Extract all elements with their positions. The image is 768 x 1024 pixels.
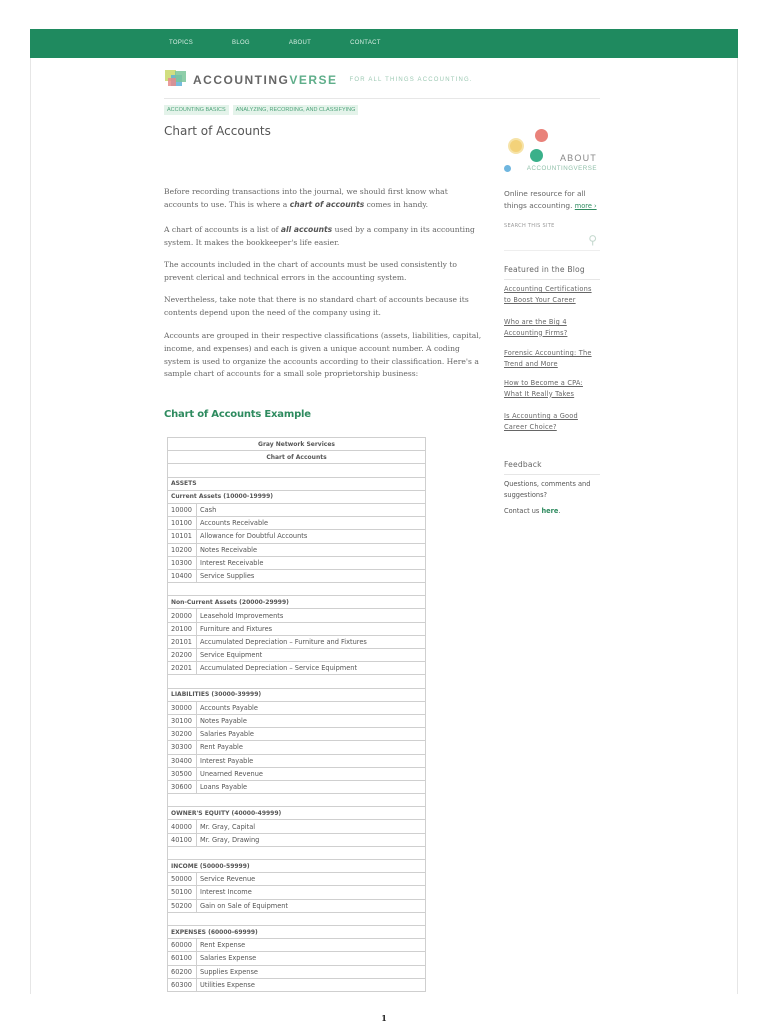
account-code: 20200 xyxy=(168,649,197,662)
account-code: 40000 xyxy=(168,820,197,833)
account-name: Leasehold Improvements xyxy=(197,609,426,622)
about-dot-green xyxy=(530,149,543,162)
table-blank-row xyxy=(168,675,426,688)
table-row xyxy=(168,939,426,952)
account-code: 30100 xyxy=(168,714,197,727)
table-group-row xyxy=(168,490,426,503)
about-widget[interactable] xyxy=(504,128,600,180)
table-row xyxy=(168,622,426,635)
site-logo[interactable] xyxy=(165,70,473,90)
account-name: Rent Expense xyxy=(197,939,426,952)
account-code: 60200 xyxy=(168,965,197,978)
top-nav xyxy=(169,40,420,46)
contact-here-link[interactable]: here xyxy=(541,507,559,515)
group-heading: OWNER'S EQUITY (40000-49999) xyxy=(168,807,426,820)
more-link[interactable]: more › xyxy=(574,201,597,210)
featured-divider xyxy=(504,279,600,280)
about-dot-yellow xyxy=(508,138,524,154)
account-code: 60000 xyxy=(168,939,197,952)
account-name: Notes Receivable xyxy=(197,543,426,556)
account-name: Mr. Gray, Capital xyxy=(197,820,426,833)
table-row xyxy=(168,517,426,530)
table-row xyxy=(168,780,426,793)
account-code: 50200 xyxy=(168,899,197,912)
featured-link-4[interactable]: How to Become a CPA: What It Really Takes xyxy=(504,379,583,398)
table-group-row xyxy=(168,596,426,609)
breadcrumb-accounting-basics[interactable]: ACCOUNTING BASICS xyxy=(164,105,229,115)
article-body xyxy=(164,186,484,394)
nav-topics[interactable]: TOPICS xyxy=(169,40,194,46)
account-code: 20100 xyxy=(168,622,197,635)
search-input[interactable] xyxy=(504,231,600,251)
feedback-divider xyxy=(504,474,600,475)
about-label: ABOUT xyxy=(559,153,597,163)
table-row xyxy=(168,530,426,543)
nav-contact[interactable]: CONTACT xyxy=(350,40,381,46)
featured-link-1[interactable]: Accounting Certifications to Boost Your Career xyxy=(504,285,592,304)
table-row xyxy=(168,833,426,846)
account-code: 10000 xyxy=(168,503,197,516)
account-name: Unearned Revenue xyxy=(197,767,426,780)
account-code: 30600 xyxy=(168,780,197,793)
search-icon[interactable]: ⚲ xyxy=(588,233,597,247)
account-code: 50100 xyxy=(168,886,197,899)
table-row xyxy=(168,978,426,991)
account-name: Salaries Payable xyxy=(197,728,426,741)
account-name: Allowance for Doubtful Accounts xyxy=(197,530,426,543)
table-row xyxy=(168,701,426,714)
group-heading: ASSETS xyxy=(168,477,426,490)
account-code: 10400 xyxy=(168,569,197,582)
account-code: 60300 xyxy=(168,978,197,991)
table-group-row xyxy=(168,688,426,701)
account-code: 20201 xyxy=(168,662,197,675)
top-nav-bar xyxy=(30,29,738,58)
account-name: Loans Payable xyxy=(197,780,426,793)
paragraph-3: The accounts included in the chart of accounts must be used consistently to prevent clerical and technical errors in the accounting system. xyxy=(164,260,457,283)
table-row xyxy=(168,754,426,767)
section-heading: Chart of Accounts Example xyxy=(164,409,311,420)
table-row xyxy=(168,873,426,886)
account-name: Gain on Sale of Equipment xyxy=(197,899,426,912)
account-code: 40100 xyxy=(168,833,197,846)
blank-cell xyxy=(168,675,426,688)
account-code: 50000 xyxy=(168,873,197,886)
logo-wordmark: ACCOUNTINGVERSE xyxy=(193,73,338,87)
table-blank-row xyxy=(168,912,426,925)
blank-cell xyxy=(168,912,426,925)
table-row xyxy=(168,965,426,978)
table-blank-row xyxy=(168,846,426,859)
blank-cell xyxy=(168,464,426,477)
table-group-row xyxy=(168,807,426,820)
company-name: Gray Network Services xyxy=(168,438,426,451)
account-code: 60100 xyxy=(168,952,197,965)
paragraph-1: Before recording transactions into the journal, we should first know what accounts to use. This is where a chart of accounts comes in handy. xyxy=(164,187,448,209)
sidebar xyxy=(504,128,600,515)
table-group-row xyxy=(168,477,426,490)
table-row xyxy=(168,569,426,582)
featured-heading: Featured in the Blog xyxy=(504,265,585,274)
table-blank-row xyxy=(168,794,426,807)
account-code: 10101 xyxy=(168,530,197,543)
account-code: 30300 xyxy=(168,741,197,754)
account-name: Interest Receivable xyxy=(197,556,426,569)
account-name: Accumulated Depreciation – Service Equipment xyxy=(197,662,426,675)
account-code: 10300 xyxy=(168,556,197,569)
account-code: 30400 xyxy=(168,754,197,767)
table-row xyxy=(168,543,426,556)
account-code: 30200 xyxy=(168,728,197,741)
account-code: 10200 xyxy=(168,543,197,556)
blank-cell xyxy=(168,794,426,807)
about-dot-red xyxy=(535,129,548,142)
table-row xyxy=(168,714,426,727)
table-row xyxy=(168,649,426,662)
group-heading: LIABILITIES (30000-39999) xyxy=(168,688,426,701)
search-label: SEARCH THIS SITE xyxy=(504,223,555,229)
featured-link-3[interactable]: Forensic Accounting: The Trend and More xyxy=(504,349,592,368)
page-title: Chart of Accounts xyxy=(164,124,271,138)
feedback-heading: Feedback xyxy=(504,460,542,469)
logo-tagline: FOR ALL THINGS ACCOUNTING. xyxy=(349,77,473,83)
about-sublabel: ACCOUNTINGVERSE xyxy=(526,165,597,172)
header-divider xyxy=(164,98,600,99)
account-name: Supplies Expense xyxy=(197,965,426,978)
group-heading: Current Assets (10000-19999) xyxy=(168,490,426,503)
group-heading: EXPENSES (60000-69999) xyxy=(168,925,426,938)
account-name: Accumulated Depreciation – Furniture and Fixtures xyxy=(197,635,426,648)
table-row xyxy=(168,886,426,899)
table-blank-row xyxy=(168,464,426,477)
account-code: 20101 xyxy=(168,635,197,648)
table-row xyxy=(168,741,426,754)
breadcrumb-analyzing[interactable]: ANALYZING, RECORDING, AND CLASSIFYING xyxy=(233,105,359,115)
page-number: 1 xyxy=(381,1013,387,1023)
breadcrumb xyxy=(164,105,362,115)
table-blank-row xyxy=(168,583,426,596)
nav-about[interactable]: ABOUT xyxy=(288,40,312,46)
site-description: Online resource for all things accounting. more › xyxy=(504,189,597,210)
account-name: Rent Payable xyxy=(197,741,426,754)
table-caption: Chart of Accounts xyxy=(168,451,426,464)
group-heading: INCOME (50000-59999) xyxy=(168,860,426,873)
table-row xyxy=(168,899,426,912)
account-code: 30000 xyxy=(168,701,197,714)
table-group-row xyxy=(168,860,426,873)
account-name: Accounts Receivable xyxy=(197,517,426,530)
account-name: Mr. Gray, Drawing xyxy=(197,833,426,846)
paragraph-2: A chart of accounts is a list of all accounts used by a company in its accounting system. It makes the bookkeeper's life easier. xyxy=(164,224,475,247)
account-name: Salaries Expense xyxy=(197,952,426,965)
table-title-row xyxy=(168,438,426,451)
account-name: Service Supplies xyxy=(197,569,426,582)
account-name: Service Revenue xyxy=(197,873,426,886)
table-row xyxy=(168,556,426,569)
account-name: Service Equipment xyxy=(197,649,426,662)
nav-blog[interactable]: BLOG xyxy=(232,40,250,46)
table-row xyxy=(168,952,426,965)
logo-mark-icon xyxy=(165,70,187,90)
feedback-text: Questions, comments and suggestions? xyxy=(504,480,591,499)
featured-link-2[interactable]: Who are the Big 4 Accounting Firms? xyxy=(504,318,568,337)
table-row xyxy=(168,635,426,648)
paragraph-4: Nevertheless, take note that there is no standard chart of accounts because its contents depend upon the need of the company using it. xyxy=(164,295,469,318)
table-row xyxy=(168,503,426,516)
chart-of-accounts-table xyxy=(167,437,426,992)
account-name: Furniture and Fixtures xyxy=(197,622,426,635)
blank-cell xyxy=(168,846,426,859)
table-row xyxy=(168,728,426,741)
table-row xyxy=(168,662,426,675)
account-name: Utilities Expense xyxy=(197,978,426,991)
paragraph-5: Accounts are grouped in their respective classifications (assets, liabilities, capital, income, and expenses) and each is given a unique account number. A coding system is used to organize the accounts according to their classification. Here's a sample chart of accounts for a small sole proprietorship business: xyxy=(164,330,482,379)
account-code: 10100 xyxy=(168,517,197,530)
account-name: Interest Payable xyxy=(197,754,426,767)
account-name: Notes Payable xyxy=(197,714,426,727)
table-row xyxy=(168,609,426,622)
account-name: Interest Income xyxy=(197,886,426,899)
about-dot-blue xyxy=(504,165,511,172)
table-caption-row xyxy=(168,451,426,464)
account-name: Accounts Payable xyxy=(197,701,426,714)
group-heading: Non-Current Assets (20000-29999) xyxy=(168,596,426,609)
table-group-row xyxy=(168,925,426,938)
account-code: 20000 xyxy=(168,609,197,622)
table-row xyxy=(168,767,426,780)
account-name: Cash xyxy=(197,503,426,516)
feedback-contact: Contact us here. xyxy=(504,507,561,515)
account-code: 30500 xyxy=(168,767,197,780)
featured-link-5[interactable]: Is Accounting a Good Career Choice? xyxy=(504,412,578,431)
blank-cell xyxy=(168,583,426,596)
table-row xyxy=(168,820,426,833)
